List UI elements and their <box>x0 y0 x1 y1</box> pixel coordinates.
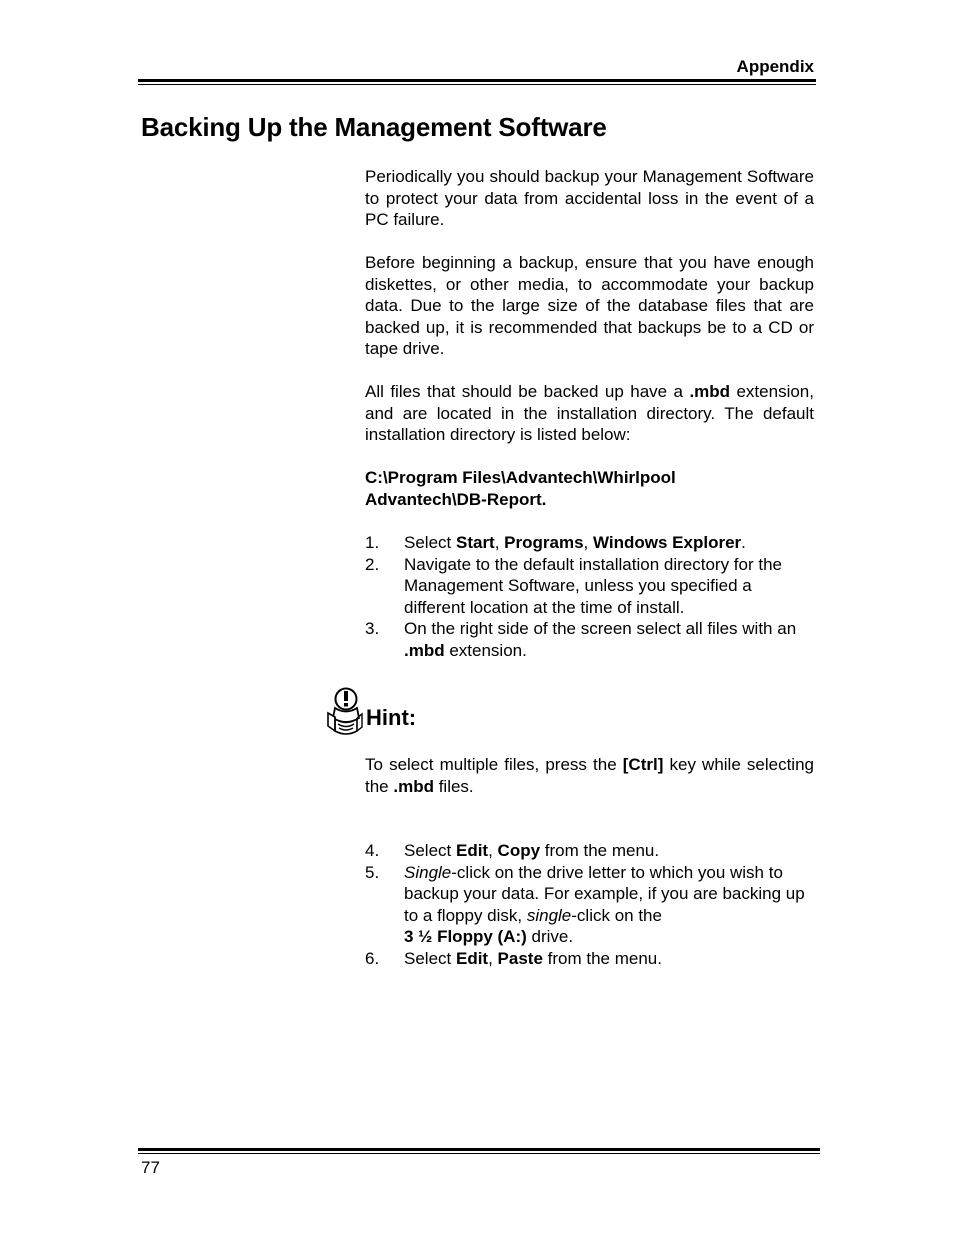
paragraph-file-extension <box>365 381 814 446</box>
extension-bold: .mbd <box>393 776 434 796</box>
list-item <box>365 948 814 970</box>
step-number: 6. <box>365 948 380 968</box>
bold-term: Start <box>455 533 495 552</box>
key-bold: [Ctrl] <box>622 755 664 774</box>
steps-list-first <box>365 532 814 661</box>
header-rule-thin <box>138 84 816 85</box>
bold-term: Copy <box>497 841 541 860</box>
text-segment: drive. <box>526 927 574 946</box>
step-number: 4. <box>365 841 380 860</box>
footer-rule-thick <box>138 1148 820 1151</box>
text-segment: from the menu. <box>540 841 660 860</box>
text-segment: , <box>488 841 498 860</box>
text-segment: All files that should be backed up have a <box>365 382 690 401</box>
steps-list-second <box>365 840 814 969</box>
step-number: 5. <box>365 862 380 882</box>
bold-term: Windows Explorer <box>593 533 742 552</box>
text-segment: Select <box>404 841 456 860</box>
bold-term: Edit <box>455 948 489 968</box>
list-item <box>365 554 814 619</box>
text-segment: , <box>494 533 505 552</box>
bold-term: Edit <box>455 841 489 860</box>
text-segment: Select <box>404 533 456 552</box>
step-number: 2. <box>365 554 380 574</box>
install-path-block <box>365 467 814 510</box>
hint-text <box>365 754 814 797</box>
italic-term: Single <box>404 862 452 882</box>
extension-bold: .mbd <box>689 382 731 401</box>
text-segment: from the menu. <box>542 948 662 968</box>
bold-term: 3 ½ Floppy (A:) <box>404 927 527 946</box>
text-segment: extension. <box>444 640 527 660</box>
file-extension-block <box>365 381 814 446</box>
bold-term: .mbd <box>404 640 445 660</box>
install-path-line-1: C:\Program Files\Advantech\Whirlpool <box>365 468 676 487</box>
text-segment: files. <box>433 776 474 796</box>
paragraph-before-backup: Before beginning a backup, ensure that you have enough diskettes, or other media, to accommodate your backup data. Due to the large size of the database files that are backed up, it is recommended that backups be to a CD or tape drive. <box>365 253 814 358</box>
header-rule-thick <box>138 79 816 82</box>
hint-body <box>365 754 814 797</box>
text-segment: . <box>741 533 746 552</box>
text-segment: , <box>583 533 593 552</box>
hint-exclamation-icon <box>325 686 365 736</box>
intro-block <box>365 166 814 231</box>
before-backup-block <box>365 252 814 360</box>
list-item <box>365 862 814 948</box>
list-item <box>365 840 814 862</box>
text-segment: Navigate to the default installation directory for the Management Software, unless you specified a different location at the time of install. <box>404 554 782 617</box>
text-segment: -click on the <box>571 905 662 925</box>
header-section-label: Appendix <box>736 57 814 76</box>
text-segment: Select <box>404 948 456 968</box>
hint-title: Hint: <box>366 705 417 730</box>
paragraph-intro: Periodically you should backup your Management Software to protect your data from accidental loss in the event of a PC failure. <box>365 167 814 229</box>
text-segment: -click on the drive letter to which you wish to backup your data. For example, if you are backing up to a floppy disk, <box>404 862 805 925</box>
text-segment: , <box>488 948 498 968</box>
page-number: 77 <box>141 1158 160 1177</box>
text-segment: key while selecting the <box>365 755 814 796</box>
footer-rule-thin <box>138 1153 820 1154</box>
install-path-line-2: Advantech\DB-Report. <box>365 489 547 509</box>
page-title: Backing Up the Management Software <box>141 112 607 142</box>
step-number: 1. <box>365 533 380 552</box>
bold-term: Programs <box>504 533 584 552</box>
italic-term: single <box>526 905 572 925</box>
bold-term: Paste <box>497 948 543 968</box>
text-segment: extension, and are located in the installation directory. The default installation directory is listed below: <box>365 382 814 444</box>
list-item <box>365 618 814 661</box>
list-item <box>365 532 814 554</box>
text-segment: On the right side of the screen select all files with an <box>404 619 797 638</box>
step-number: 3. <box>365 619 380 638</box>
text-segment: To select multiple files, press the <box>365 755 623 774</box>
